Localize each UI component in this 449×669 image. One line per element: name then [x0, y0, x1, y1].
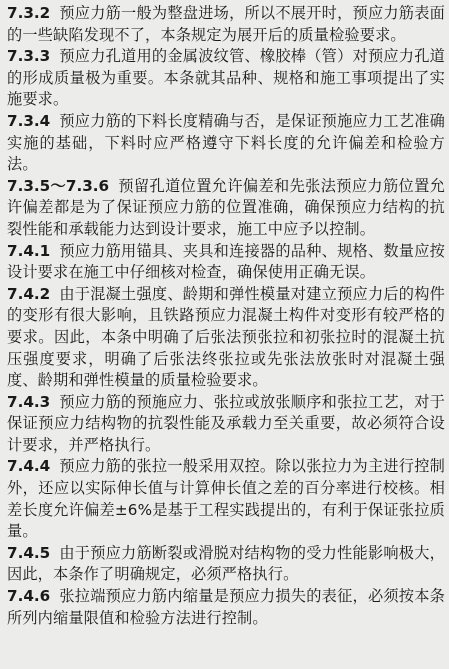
clause-text: 张拉端预应力筋内缩量是预应力损失的表征，必须按本条所列内缩量限值和检验方法进行控制。: [7, 587, 445, 627]
clause-text: 预应力筋用锚具、夹具和连接器的品种、规格、数量应按设计要求在施工中仔细核对检查，确保使用正确无误。: [7, 241, 445, 282]
clause-number: 7.4.1: [7, 241, 51, 260]
clause-number: 7.3.5～7.3.6: [7, 176, 110, 195]
clause-7-4-3: [7, 392, 445, 457]
clause-number: 7.4.6: [7, 587, 51, 606]
clause-number: 7.4.3: [7, 392, 51, 411]
clause-number: 7.4.4: [7, 457, 51, 476]
clause-text: 预留孔道位置允许偏差和先张法预应力筋位置允许偏差都是为了保证预应力筋的位置准确，确保预应力结构的抗裂性能和承载能力达到设计要求，施工中应予以控制。: [7, 176, 446, 238]
clause-7-4-1: [7, 241, 445, 284]
clause-7-4-4: [7, 456, 445, 542]
clause-text: 预应力筋的预施应力、张拉或放张顺序和张拉工艺，对于保证预应力结构物的抗裂性能及承载力至关重要，故必须符合设计要求，并严格执行。: [7, 392, 445, 454]
clause-7-3-2: [7, 3, 445, 46]
clause-7-4-2: [7, 284, 445, 392]
clause-7-4-5: [7, 543, 445, 586]
clause-text: 由于混凝土强度、龄期和弹性模量对建立预应力后的构件的变形有很大影响，且铁路预应力混凝土构件对变形有较严格的要求。因此，本条中明确了后张法预张拉和初张拉时的混凝土抗压强度要求，明确了后张法终张拉或先张法放张时对混凝土强度、龄期和弹性模量的质量检验要求。: [7, 284, 445, 390]
clause-number: 7.4.5: [7, 543, 51, 562]
clause-number: 7.3.4: [7, 111, 51, 130]
clause-text: 预应力筋一般为整盘进场，所以不展开时，预应力筋表面的一些缺陷发现不了，本条规定为展开后的质量检验要求。: [7, 4, 445, 44]
clause-number: 7.4.2: [7, 284, 51, 303]
clause-number: 7.3.2: [7, 4, 51, 22]
clause-number: 7.3.3: [7, 47, 51, 66]
clause-text: 预应力孔道用的金属波纹管、橡胶棒（管）对预应力孔道的形成质量极为重要。本条就其品种、规格和施工事项提出了实施要求。: [7, 47, 445, 109]
clause-7-3-4: [7, 111, 445, 176]
clause-text: 由于预应力筋断裂或滑脱对结构物的受力性能影响极大，因此，本条作了明确规定，必须严格执行。: [7, 543, 445, 584]
clause-text: 预应力筋的下料长度精确与否，是保证预施应力工艺准确实施的基础，下料时应严格遵守下料长度的允许偏差和检验方法。: [7, 111, 445, 174]
clause-7-3-5-to-7-3-6: [7, 176, 445, 241]
clause-7-4-6: [7, 586, 445, 629]
clause-text: 预应力筋的张拉一般采用双控。除以张拉力为主进行控制外，还应以实际伸长值与计算伸长值之差的百分率进行校核。相差长度允许偏差±6%是基于工程实践提出的，有利于保证张拉质量。: [7, 457, 445, 541]
clause-7-3-3: [7, 46, 445, 111]
